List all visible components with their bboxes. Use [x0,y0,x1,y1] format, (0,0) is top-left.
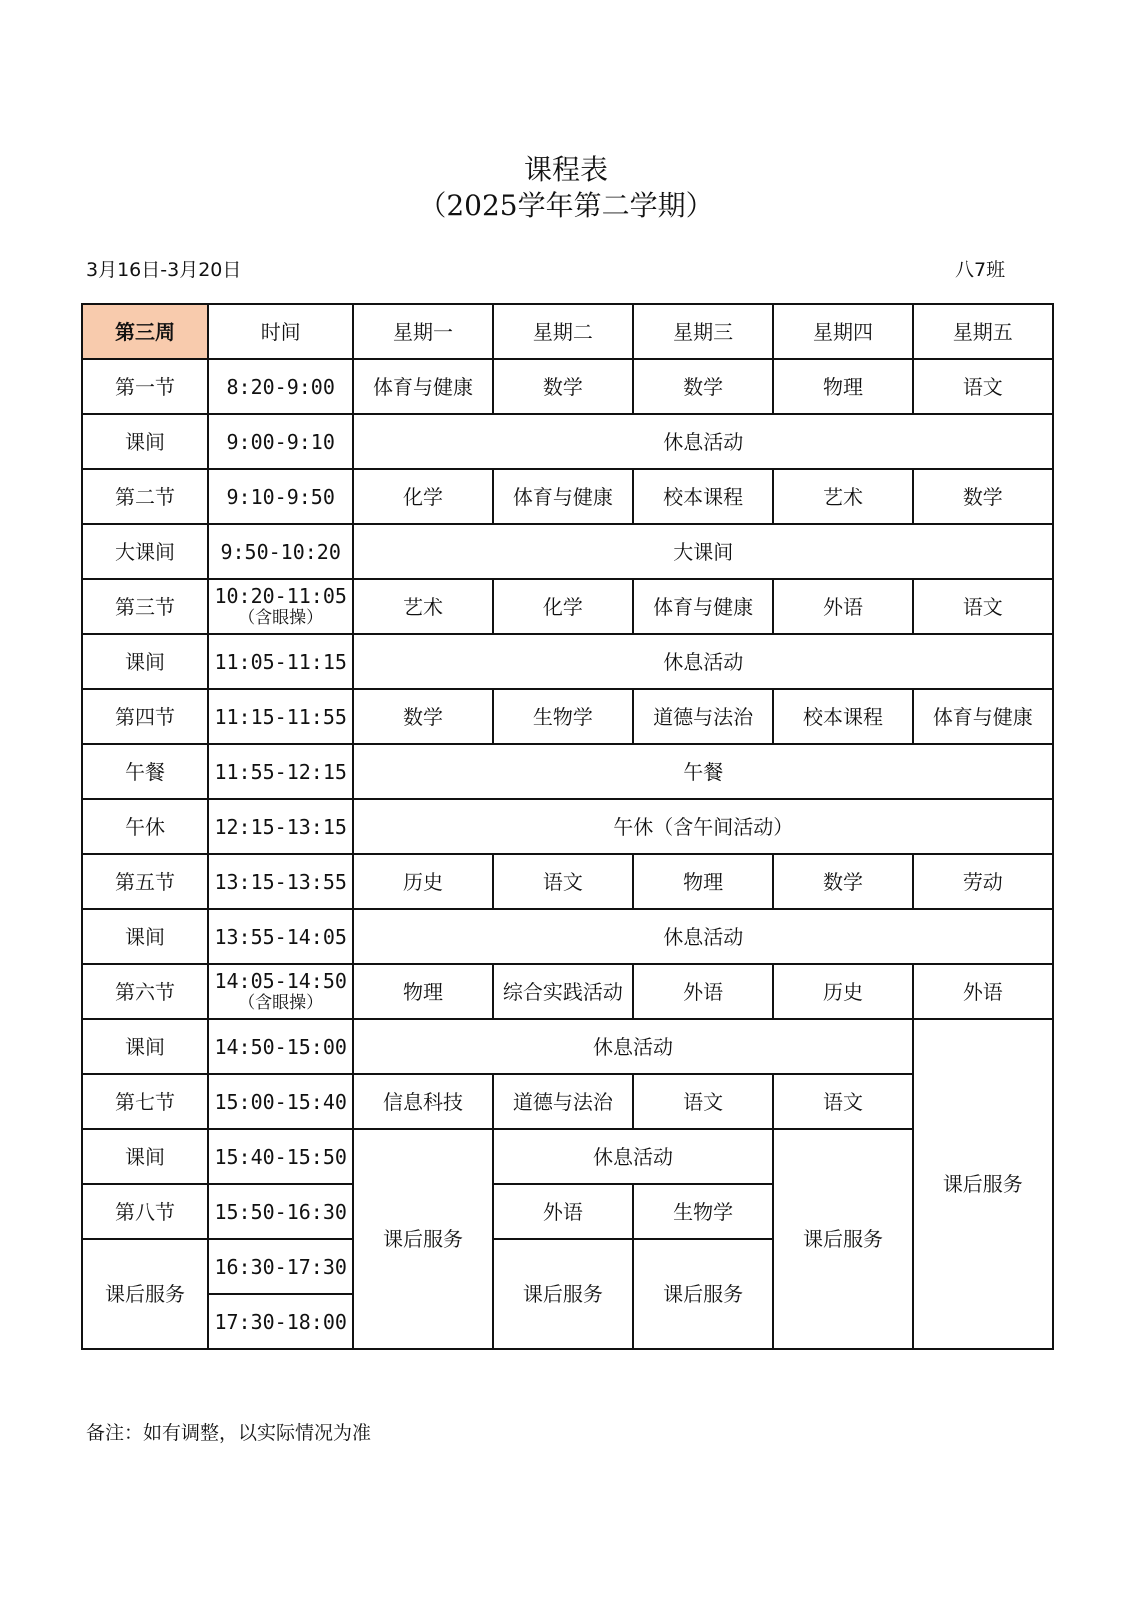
subject-cell: 语文 [773,1074,912,1129]
time-cell [208,964,353,1019]
subject-cell: 数学 [353,689,492,744]
table-row [82,799,1053,854]
time-cell: 9:10-9:50 [208,469,353,524]
footnote: 备注：如有调整，以实际情况为准 [86,1422,372,1444]
period-label: 课间 [82,1019,208,1074]
header-row [82,304,1053,359]
page-subtitle: （2025学年第二学期） [418,189,714,222]
table-row [82,1074,1053,1129]
period-label: 课后服务 [82,1239,208,1349]
table-row [82,359,1053,414]
break-activity: 休息活动 [353,414,1053,469]
period-label: 第二节 [82,469,208,524]
day-header: 星期一 [353,304,492,359]
subject-cell: 体育与健康 [353,359,492,414]
time-cell: 11:55-12:15 [208,744,353,799]
table-row [82,469,1053,524]
class-name: 八7班 [955,259,1006,281]
subject-cell [493,964,633,1019]
period-label: 课间 [82,1129,208,1184]
time-cell: 15:50-16:30 [208,1184,353,1239]
period-label: 第六节 [82,964,208,1019]
time-cell: 16:30-17:30 [208,1239,353,1294]
time-note: （含眼操） [238,608,324,628]
time-cell: 8:20-9:00 [208,359,353,414]
after-school-tuesday: 课后服务 [493,1239,633,1349]
time-range: 10:20-11:05 [214,584,347,608]
time-cell: 9:50-10:20 [208,524,353,579]
day-header: 星期五 [913,304,1053,359]
subject-cell: 化学 [353,469,492,524]
table-row [82,414,1053,469]
break-activity: 休息活动 [353,909,1053,964]
period-label: 第七节 [82,1074,208,1129]
day-header: 星期二 [493,304,633,359]
after-school-friday: 课后服务 [913,1019,1053,1349]
time-cell: 12:15-13:15 [208,799,353,854]
table-row [82,1129,1053,1184]
time-cell: 9:00-9:10 [208,414,353,469]
break-activity: 休息活动 [353,634,1053,689]
period-label: 第五节 [82,854,208,909]
break-activity: 午休（含午间活动） [353,799,1053,854]
subject-cell: 校本课程 [773,689,912,744]
table-row [82,964,1053,1019]
time-cell: 11:05-11:15 [208,634,353,689]
time-note: （含眼操） [238,993,324,1013]
period-label: 第八节 [82,1184,208,1239]
table-row [82,744,1053,799]
week-label: 第三周 [82,304,208,359]
after-school-wednesday: 课后服务 [633,1239,773,1349]
subject-cell: 数学 [773,854,912,909]
subject-cell: 历史 [353,854,492,909]
date-range: 3月16日-3月20日 [86,259,242,281]
time-cell: 17:30-18:00 [208,1294,353,1349]
table-row [82,1019,1053,1074]
period-label: 第四节 [82,689,208,744]
period-label: 午餐 [82,744,208,799]
period-label: 课间 [82,909,208,964]
time-cell: 14:50-15:00 [208,1019,353,1074]
table-row [82,689,1053,744]
subject-cell: 数学 [633,359,773,414]
time-cell: 11:15-11:55 [208,689,353,744]
time-cell: 15:40-15:50 [208,1129,353,1184]
page-title: 课程表 [523,153,608,186]
period-label: 课间 [82,634,208,689]
time-cell: 15:00-15:40 [208,1074,353,1129]
subject-cell: 信息科技 [353,1074,492,1129]
subject-cell: 物理 [353,964,492,1019]
table-row [82,634,1053,689]
subject-cell: 生物学 [633,1184,773,1239]
table-row [82,909,1053,964]
subject-cell: 数学 [493,359,633,414]
subject-cell: 化学 [493,579,633,634]
subject-cell: 校本课程 [633,469,773,524]
day-header: 星期三 [633,304,773,359]
table-row [82,854,1053,909]
subject-cell: 外语 [633,964,773,1019]
subject-cell: 道德与法治 [493,1074,633,1129]
time-cell [208,579,353,634]
period-label: 大课间 [82,524,208,579]
subject-cell: 物理 [633,854,773,909]
period-label: 第三节 [82,579,208,634]
table-row [82,524,1053,579]
subject-cell: 道德与法治 [633,689,773,744]
break-activity: 大课间 [353,524,1053,579]
subject-cell: 艺术 [353,579,492,634]
time-range: 14:05-14:50 [214,969,347,993]
subject-text: 综合实践活动 [502,979,623,1004]
subject-cell: 语文 [913,359,1053,414]
subject-cell: 体育与健康 [493,469,633,524]
subject-cell: 语文 [913,579,1053,634]
break-activity: 休息活动 [493,1129,774,1184]
time-header: 时间 [208,304,353,359]
subject-cell: 劳动 [913,854,1053,909]
period-label: 课间 [82,414,208,469]
subject-cell: 数学 [913,469,1053,524]
schedule-table [81,303,1054,1350]
break-activity: 休息活动 [353,1019,912,1074]
subject-cell: 艺术 [773,469,912,524]
period-label: 第一节 [82,359,208,414]
subject-cell: 外语 [913,964,1053,1019]
after-school-monday: 课后服务 [353,1129,492,1349]
subject-cell: 外语 [493,1184,633,1239]
time-cell: 13:15-13:55 [208,854,353,909]
time-cell: 13:55-14:05 [208,909,353,964]
period-label: 午休 [82,799,208,854]
subject-cell: 语文 [633,1074,773,1129]
subject-cell: 外语 [773,579,912,634]
subject-cell: 语文 [493,854,633,909]
subject-cell: 体育与健康 [633,579,773,634]
day-header: 星期四 [773,304,912,359]
subject-cell: 生物学 [493,689,633,744]
subject-cell: 物理 [773,359,912,414]
table-row [82,579,1053,634]
subject-cell: 历史 [773,964,912,1019]
after-school-thursday: 课后服务 [773,1129,912,1349]
break-activity: 午餐 [353,744,1053,799]
subject-cell: 体育与健康 [913,689,1053,744]
